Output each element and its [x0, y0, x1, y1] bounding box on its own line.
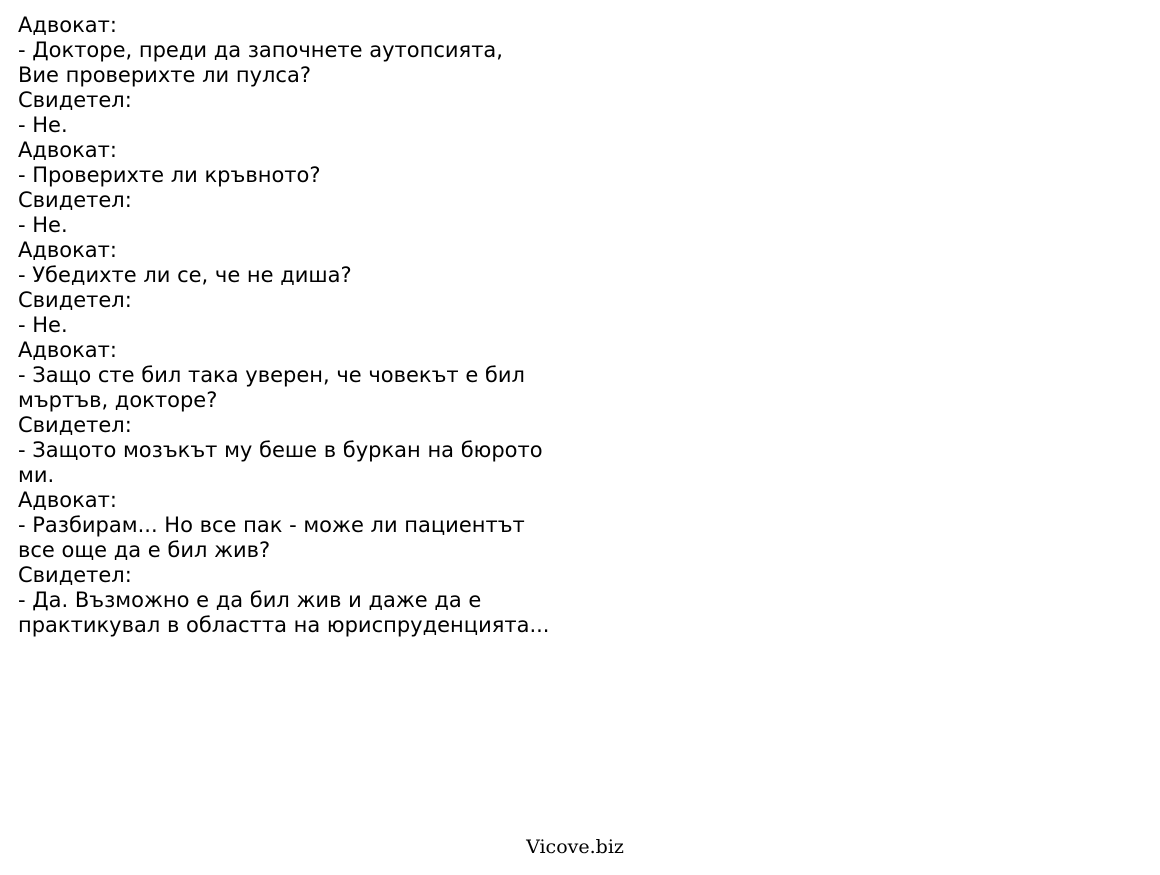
joke-line: Адвокат: — [18, 13, 117, 37]
joke-line: - Разбирам... Но все пак - може ли пациентът — [18, 513, 525, 537]
joke-line: Адвокат: — [18, 138, 117, 162]
joke-line: - Защото мозъкът му беше в буркан на бюрото — [18, 438, 543, 462]
joke-line: Вие проверихте ли пулса? — [18, 63, 311, 87]
joke-line: практикувал в областта на юриспруденцията... — [18, 613, 550, 637]
joke-line: Свидетел: — [18, 563, 132, 587]
joke-line: - Докторе, преди да започнете аутопсията, — [18, 38, 503, 62]
joke-line: Адвокат: — [18, 488, 117, 512]
site-watermark: Vicove.biz — [526, 836, 624, 858]
joke-line: мъртъв, докторе? — [18, 388, 218, 412]
joke-line: Адвокат: — [18, 238, 117, 262]
joke-line: - Убедихте ли се, че не диша? — [18, 263, 352, 287]
joke-line: Свидетел: — [18, 88, 132, 112]
joke-line: - Не. — [18, 113, 68, 137]
joke-line: - Не. — [18, 313, 68, 337]
joke-line: Свидетел: — [18, 288, 132, 312]
joke-line: все още да е бил жив? — [18, 538, 271, 562]
joke-line: Адвокат: — [18, 338, 117, 362]
joke-line: ми. — [18, 463, 55, 487]
joke-line: - Не. — [18, 213, 68, 237]
joke-line: Свидетел: — [18, 413, 132, 437]
joke-text — [18, 13, 578, 638]
joke-line: Свидетел: — [18, 188, 132, 212]
joke-line: - Защо сте бил така уверен, че човекът е бил — [18, 363, 525, 387]
joke-line: - Да. Възможно е да бил жив и даже да е — [18, 588, 482, 612]
joke-line: - Проверихте ли кръвното? — [18, 163, 321, 187]
